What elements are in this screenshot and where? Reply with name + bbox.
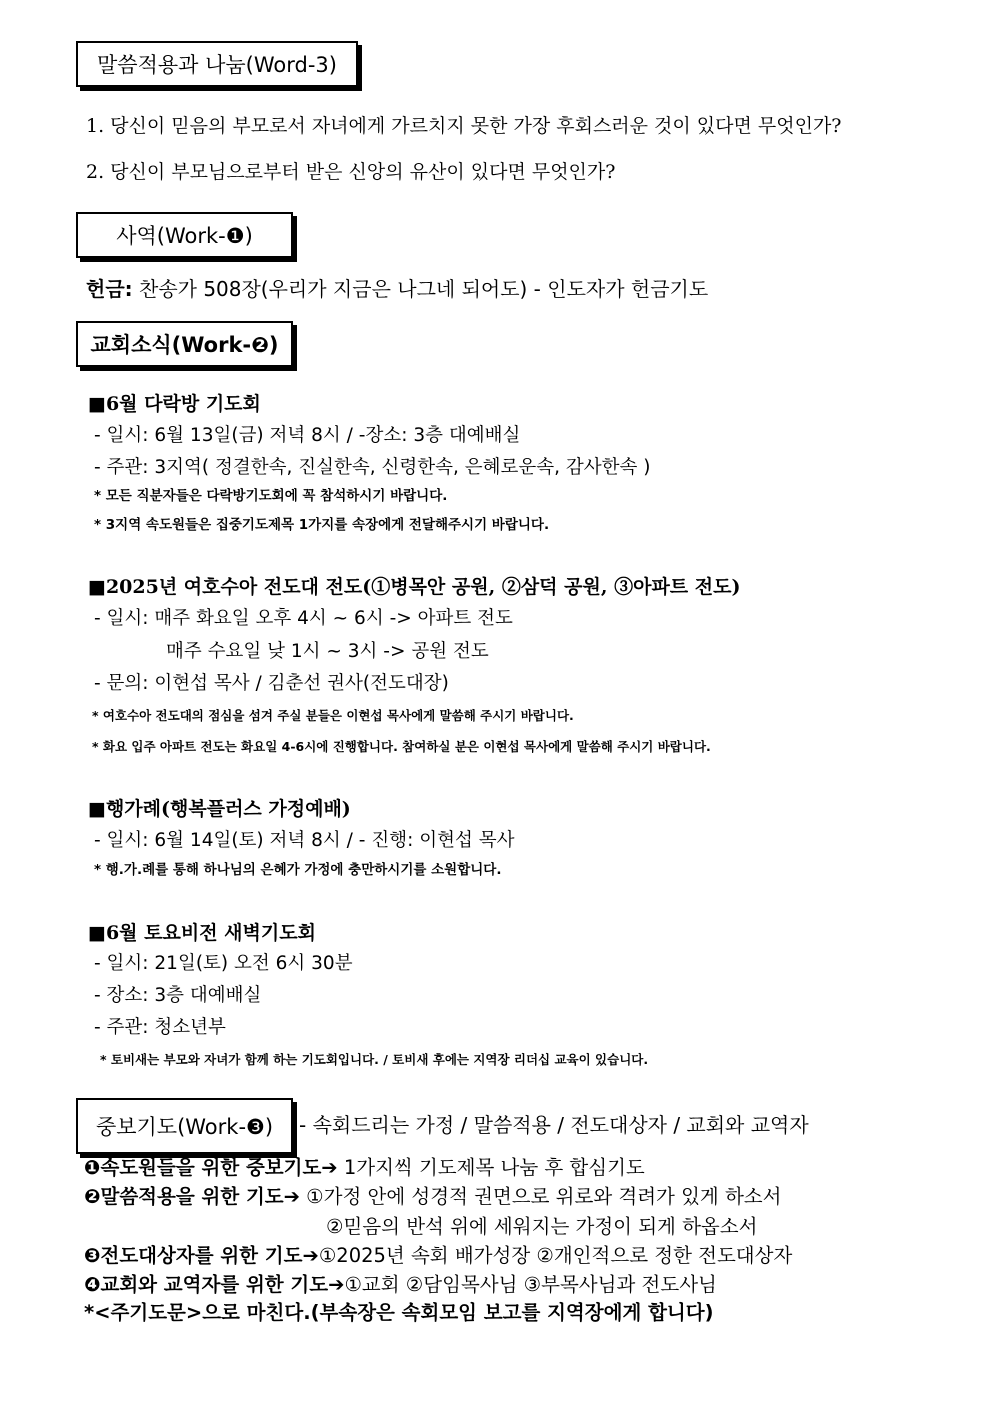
question-2: 2. 당신이 부모님으로부터 받은 신앙의 유산이 있다면 무엇인가? bbox=[86, 161, 616, 183]
news-note: * 행.가.례를 통해 하나님의 은혜가 가정에 충만하시기를 소원합니다. bbox=[94, 862, 502, 878]
news-heading: ■2025년 여호수아 전도대 전도(①병목안 공원, ②삼덕 공원, ③아파트 전도) bbox=[88, 576, 741, 598]
section-title-word3 bbox=[76, 41, 358, 87]
offering-line bbox=[86, 279, 708, 299]
news-line: - 주관: 3지역( 정결한속, 진실한속, 신령한속, 은혜로운속, 감사한속 ) bbox=[94, 457, 651, 478]
section-title-work3-text: 중보기도(Work-❸) bbox=[95, 1115, 274, 1139]
news-line: - 일시: 매주 화요일 오후 4시 ~ 6시 -> 아파트 전도 bbox=[94, 608, 513, 629]
news-line: - 장소: 3층 대예배실 bbox=[94, 985, 262, 1006]
prayer-item: ❶속도원들을 위한 중보기도➔ 1가지씩 기도제목 나눔 후 합심기도 bbox=[84, 1156, 645, 1179]
offering-text: 찬송가 508장(우리가 지금은 나그네 되어도) - 인도자가 헌금기도 bbox=[139, 277, 709, 301]
section-title-work3 bbox=[76, 1098, 293, 1154]
news-heading: ■6월 다락방 기도회 bbox=[88, 393, 261, 415]
question-1: 1. 당신이 믿음의 부모로서 자녀에게 가르치지 못한 가장 후회스러운 것이 있다면 무엇인가? bbox=[86, 115, 842, 137]
prayer-item: ❹교회와 교역자를 위한 기도➔①교회 ②담임목사님 ③부목사님과 전도사님 bbox=[84, 1273, 717, 1296]
offering-label: 헌금: bbox=[86, 277, 133, 301]
section-title-work2 bbox=[76, 321, 293, 367]
news-note: * 토비새는 부모와 자녀가 함께 하는 기도회입니다. / 토비새 후에는 지역장 리더십 교육이 있습니다. bbox=[100, 1052, 649, 1067]
news-note: * 여호수아 전도대의 점심을 섬겨 주실 분들은 이현섭 목사에게 말씀해 주시기 바랍니다. bbox=[92, 708, 574, 723]
news-line: - 일시: 21일(토) 오전 6시 30분 bbox=[94, 953, 353, 974]
section-title-work2-text: 교회소식(Work-❷) bbox=[90, 333, 279, 357]
news-note: * 모든 직분자들은 다락방기도회에 꼭 참석하시기 바랍니다. bbox=[94, 488, 448, 504]
prayer-item: ❷말씀적용을 위한 기도➔ ①가정 안에 성경적 권면으로 위로와 격려가 있게 하소서 bbox=[84, 1185, 782, 1208]
news-line: - 일시: 6월 14일(토) 저녁 8시 / - 진행: 이현섭 목사 bbox=[94, 830, 515, 851]
section-subtitle-work3: - 속회드리는 가정 / 말씀적용 / 전도대상자 / 교회와 교역자 bbox=[299, 1113, 809, 1137]
section-title-work1-text: 사역(Work-❶) bbox=[116, 224, 253, 248]
news-line: - 일시: 6월 13일(금) 저녁 8시 / -장소: 3층 대예배실 bbox=[94, 425, 521, 446]
news-heading: ■6월 토요비전 새벽기도회 bbox=[88, 922, 316, 944]
closing-note: *<주기도문>으로 마친다.(부속장은 속회모임 보고를 지역장에게 합니다) bbox=[84, 1301, 714, 1324]
prayer-item: ②믿음의 반석 위에 세워지는 가정이 되게 하옵소서 bbox=[326, 1215, 758, 1238]
prayer-item: ❸전도대상자를 위한 기도➔①2025년 속회 배가성장 ②개인적으로 정한 전도대상자 bbox=[84, 1244, 793, 1267]
section-title-work1 bbox=[76, 212, 293, 258]
news-line: - 주관: 청소년부 bbox=[94, 1017, 226, 1038]
news-line: - 문의: 이현섭 목사 / 김춘선 권사(전도대장) bbox=[94, 673, 449, 694]
news-note: * 3지역 속도원들은 집중기도제목 1가지를 속장에게 전달해주시기 바랍니다. bbox=[94, 517, 550, 533]
section-title-word3-text: 말씀적용과 나눔(Word-3) bbox=[97, 53, 337, 77]
news-heading: ■행가례(행복플러스 가정예배) bbox=[88, 798, 351, 820]
news-line: 매주 수요일 낮 1시 ~ 3시 -> 공원 전도 bbox=[166, 641, 489, 662]
news-note: * 화요 입주 아파트 전도는 화요일 4-6시에 진행합니다. 참여하실 분은 이현섭 목사에게 말씀해 주시기 바랍니다. bbox=[92, 739, 711, 754]
